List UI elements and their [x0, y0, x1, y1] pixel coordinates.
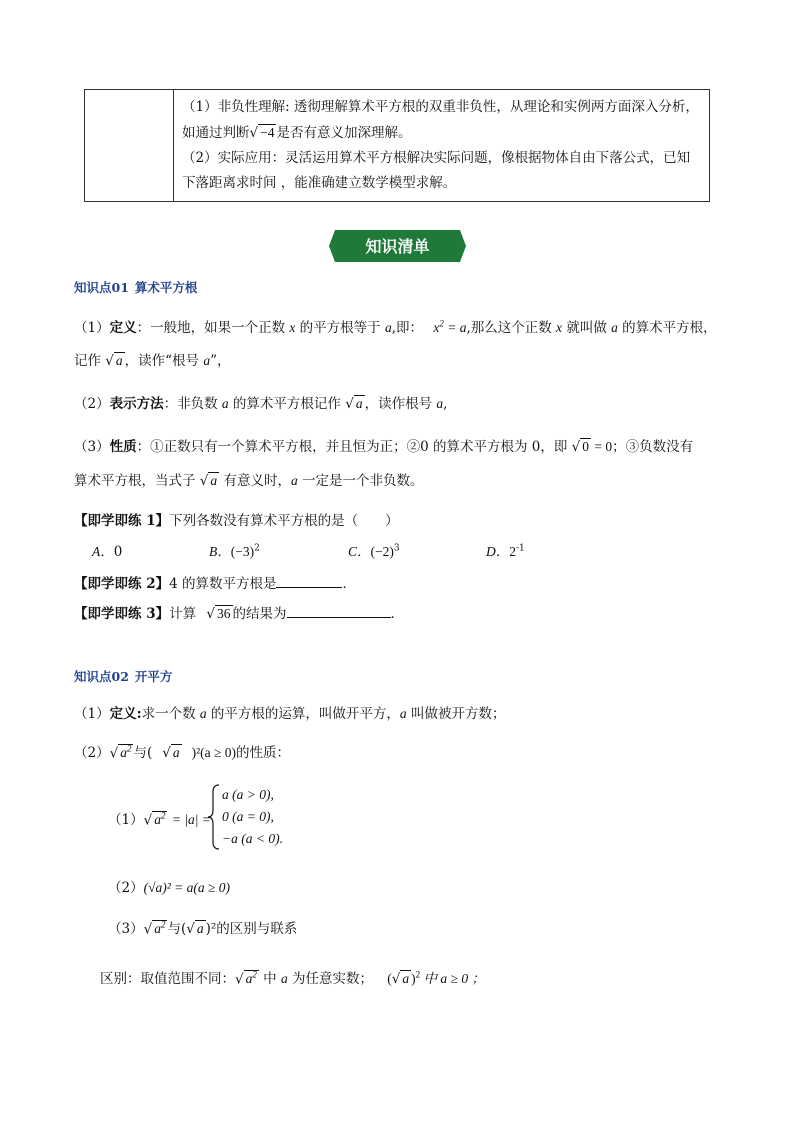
kp2-sub3: （3）√ $a^2$ 与(√ a )²的区别与联系 — [108, 919, 298, 937]
option-c[interactable]: C．$(-2)^3$ — [348, 543, 400, 559]
sqrt-a: √ a — [199, 473, 218, 489]
kp2-difference: 区别：取值范围不同：√ $a^2$ 中 a 为任意实数； (√ a )$^2$ 中 a ≥ 0 ； — [100, 969, 485, 987]
sqrt-a-squared: √ $a^2$ — [143, 919, 166, 937]
sqrt-36: √ 36 — [206, 606, 231, 622]
sqrt-a-squared: √ $a^2$ — [109, 743, 132, 761]
table-line-1: （1）非负性理解: 透彻理解算术平方根的双重非负性，从理论和实例两方面深入分析， — [182, 99, 699, 115]
sqrt-neg4: √ −4 — [249, 125, 275, 141]
kp1-title: 知识点01 算术平方根 — [74, 280, 198, 295]
exercise-3: 【即学即练 3】计算 √ 36 的结果为 ． — [74, 606, 404, 622]
exercise-2: 【即学即练 2】4 的算数平方根是 ． — [74, 576, 356, 592]
case-negative: −a (a < 0). — [222, 831, 283, 846]
section-banner — [329, 227, 466, 265]
sqrt-a: √ a — [105, 353, 123, 369]
sqrt-a: √ a — [345, 396, 363, 412]
option-d[interactable]: D．$2^{-1}$ — [486, 543, 525, 559]
sqrt-a: √ a — [186, 921, 204, 937]
kp2-property-header: （2）√ $a^2$ 与( √ a )²(a ≥ 0)的性质： — [74, 743, 291, 761]
table-line-4: 下落距离求时间 ，能准确建立数学模型求解。 — [182, 175, 457, 191]
sqrt-0: √ 0 — [571, 439, 590, 455]
case-positive: a (a > 0), — [222, 787, 274, 802]
kp1-def-line2: 记作 √ a ，读作“根号 a”， — [74, 353, 231, 369]
piecewise-brace — [207, 784, 221, 850]
answer-blank[interactable] — [276, 575, 342, 588]
kp2-title: 知识点02 开平方 — [74, 669, 173, 684]
kp2-definition: （1）定义:求一个数 a 的平方根的运算，叫做开平方，a 叫做被开方数； — [74, 706, 506, 722]
paren-sqrt-a-squared: (√ a )$^2$ — [387, 969, 421, 987]
table-right-cell — [174, 90, 710, 202]
exercise-1: 【即学即练 1】下列各数没有算术平方根的是（ ） — [74, 513, 399, 529]
kp2-sub2: （2）(√a)² = a(a ≥ 0) — [108, 880, 231, 896]
piecewise-cases — [222, 784, 283, 850]
option-b[interactable]: B．$(-3)^2$ — [209, 543, 260, 559]
sqrt-a-squared: √ $a^2$ — [143, 810, 166, 828]
sqrt-a-squared: √ $a^2$ — [235, 969, 257, 987]
kp1-representation: （2）表示方法：非负数 a 的算术平方根记作 √ a ，读作根号 a, — [74, 396, 448, 412]
case-zero: 0 (a = 0), — [222, 809, 274, 824]
table-line-3: （2）实际应用：灵活运用算术平方根解决实际问题，像根据物体自由下落公式，已知 — [182, 150, 691, 166]
sqrt-a-inner: √ a — [162, 745, 180, 761]
kp1-property-line2: 算术平方根，当式子 √ a 有意义时，a 一定是一个非负数。 — [74, 473, 424, 489]
kp2-sub1-label: （1）√ $a^2 = |a|$ = — [108, 810, 211, 828]
table-line-2: 如通过判断√ −4 是否有意义加深理解。 — [182, 120, 701, 146]
objectives-table — [84, 89, 710, 202]
table-left-cell — [85, 90, 174, 202]
option-a[interactable]: A．0 — [92, 544, 123, 560]
kp1-property-line1: （3）性质：①正数只有一个算术平方根，并且恒为正；②0 的算术平方根为 0，即 √ 0 = 0；③负数没有 — [74, 439, 694, 455]
banner-label: 知识清单 — [365, 237, 430, 256]
answer-blank[interactable] — [287, 605, 391, 618]
kp1-def-line1: （1）定义：一般地，如果一个正数 x 的平方根等于 a,即： $x^2 = a$,那么这个正数 x 就叫做 a 的算术平方根， — [74, 318, 717, 336]
